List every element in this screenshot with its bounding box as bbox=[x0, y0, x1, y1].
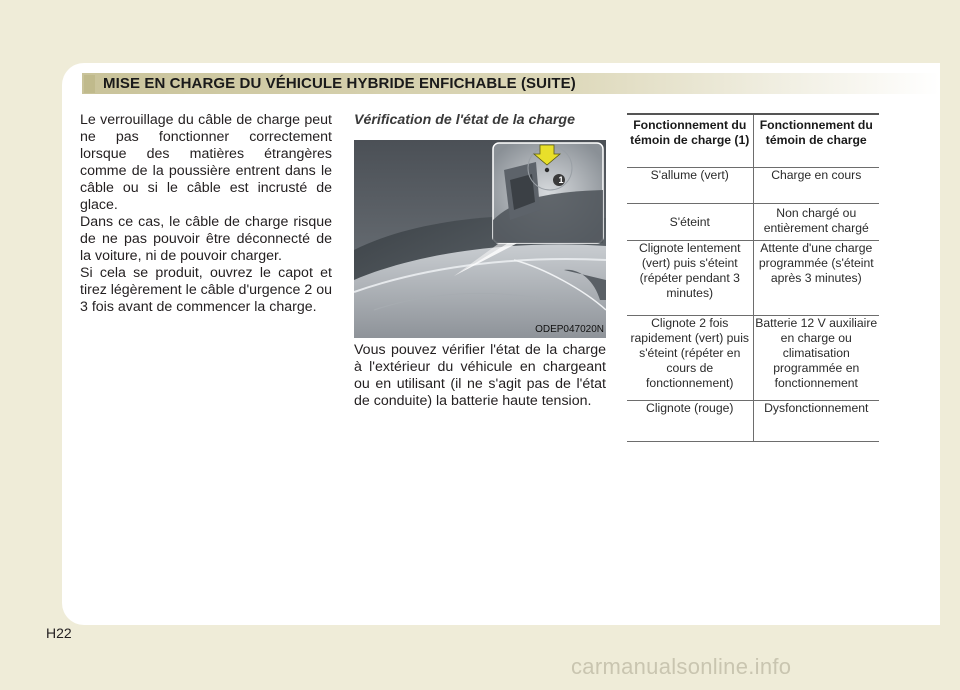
table-row bbox=[627, 401, 879, 442]
paragraph: Vous pouvez vérifier l'état de la charge à l'extérieur du véhicule en chargeant ou en utilisant (il ne s'agit pas de l'état de conduite) la batterie haute tension. bbox=[354, 342, 606, 409]
car-dashboard-illustration bbox=[354, 140, 606, 338]
table-cell: Batterie 12 V auxiliaire en charge ou climatisation programmée en fonctionnement bbox=[753, 316, 879, 401]
table-row bbox=[627, 241, 879, 316]
table-cell: Attente d'une charge programmée (s'éteint après 3 minutes) bbox=[753, 241, 879, 316]
title-accent-block bbox=[84, 75, 95, 93]
table-cell: Clignote 2 fois rapidement (vert) puis s'éteint (répéter en cours de fonctionnement) bbox=[627, 316, 753, 401]
table-cell: S'éteint bbox=[627, 204, 753, 241]
table-header-row bbox=[627, 114, 879, 168]
table-row bbox=[627, 168, 879, 204]
table-cell: S'allume (vert) bbox=[627, 168, 753, 204]
table-row bbox=[627, 316, 879, 401]
paragraph: Le verrouillage du câble de charge peut ne pas fonctionner correctement lorsque des matières étrangères comme de la poussière entrent dans le câble ou si le câble est incrusté de glace. bbox=[80, 112, 332, 213]
column-left-text bbox=[80, 112, 332, 316]
section-title: MISE EN CHARGE DU VÉHICULE HYBRIDE ENFICHABLE (SUITE) bbox=[103, 75, 576, 92]
table-cell: Clignote (rouge) bbox=[627, 401, 753, 442]
paragraph: Si cela se produit, ouvrez le capot et tirez légèrement le câble d'urgence 2 ou 3 fois avant de commencer la charge. bbox=[80, 265, 332, 315]
table-cell: Dysfonctionnement bbox=[753, 401, 879, 442]
table-cell: Non chargé ou entièrement chargé bbox=[753, 204, 879, 241]
table-cell: Charge en cours bbox=[753, 168, 879, 204]
table-header: Fonctionnement du témoin de charge bbox=[753, 114, 879, 168]
watermark: carmanualsonline.info bbox=[571, 654, 792, 679]
table-row bbox=[627, 204, 879, 241]
paragraph: Dans ce cas, le câble de charge risque de ne pas pouvoir être déconnecté de la voiture, ni de pouvoir charger. bbox=[80, 214, 332, 264]
charge-indicator-table bbox=[627, 113, 879, 442]
callout-number: 1 bbox=[558, 175, 564, 185]
table-cell: Clignote lentement (vert) puis s'éteint (répéter pendant 3 minutes) bbox=[627, 241, 753, 316]
table-header: Fonctionnement du témoin de charge (1) bbox=[627, 114, 753, 168]
image-code: ODEP047020N bbox=[535, 324, 604, 335]
subheading: Vérification de l'état de la charge bbox=[354, 112, 575, 128]
charge-indicator-photo bbox=[354, 140, 606, 338]
page-number: H22 bbox=[46, 625, 72, 641]
column-middle-text bbox=[354, 342, 606, 410]
